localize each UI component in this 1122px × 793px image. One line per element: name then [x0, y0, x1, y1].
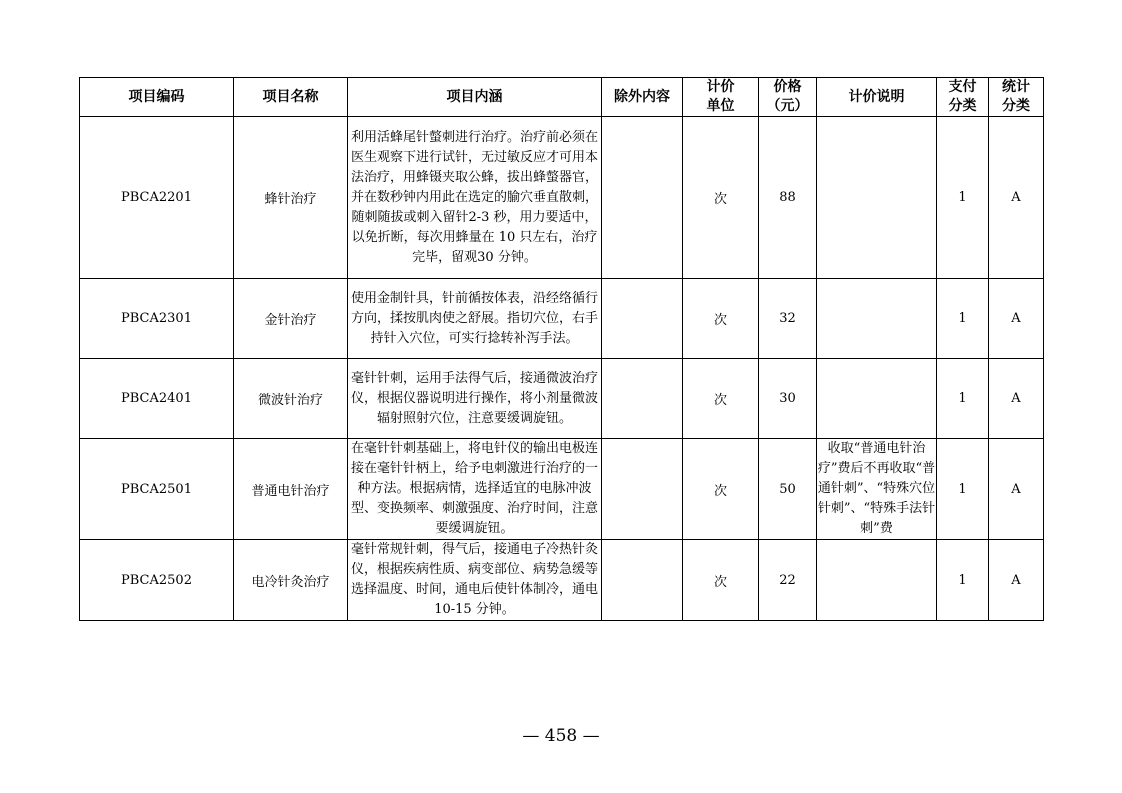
cell-price: 30 — [759, 359, 817, 439]
header-unit — [683, 78, 759, 117]
table-row — [80, 117, 1044, 279]
header-name: 项目名称 — [234, 78, 348, 117]
cell-statistic: A — [989, 439, 1044, 540]
cell-note — [817, 359, 937, 439]
cell-name: 普通电针治疗 — [234, 439, 348, 540]
cell-content: 在毫针针刺基础上，将电针仪的输出电极连接在毫针针柄上，给予电刺激进行治疗的一种方法。根据病情，选择适宜的电脉冲波型、变换频率、刺激强度、治疗时间，注意要缓调旋钮。 — [348, 439, 602, 540]
table-row — [80, 439, 1044, 540]
cell-name: 微波针治疗 — [234, 359, 348, 439]
fee-table — [79, 77, 1044, 621]
cell-code: PBCA2401 — [80, 359, 234, 439]
cell-statistic: A — [989, 359, 1044, 439]
cell-price: 22 — [759, 540, 817, 621]
cell-note: 收取“普通电针治疗”费后不再收取“普通针刺”、“特殊穴位针刺”、“特殊手法针刺”费 — [817, 439, 937, 540]
header-statistic-line1: 统计 — [1002, 79, 1030, 95]
cell-exclusions — [602, 117, 683, 279]
header-payment-line1: 支付 — [948, 79, 977, 95]
header-price-line2: （元） — [766, 98, 809, 114]
cell-payment: 1 — [937, 279, 989, 359]
cell-content: 使用金制针具，针前循按体表，沿经络循行方向，揉按肌肉使之舒展。指切穴位，右手持针入穴位，可实行捻转补泻手法。 — [348, 279, 602, 359]
cell-exclusions — [602, 359, 683, 439]
table-row — [80, 279, 1044, 359]
header-price-line1: 价格 — [773, 79, 802, 95]
cell-unit: 次 — [683, 439, 759, 540]
cell-code: PBCA2201 — [80, 117, 234, 279]
cell-code: PBCA2502 — [80, 540, 234, 621]
cell-exclusions — [602, 279, 683, 359]
header-note: 计价说明 — [817, 78, 937, 117]
cell-unit: 次 — [683, 359, 759, 439]
cell-note — [817, 279, 937, 359]
header-unit-line1: 计价 — [706, 79, 735, 95]
header-unit-line2: 单位 — [706, 98, 735, 114]
cell-name: 电冷针灸治疗 — [234, 540, 348, 621]
header-statistic-line2: 分类 — [1002, 98, 1030, 114]
cell-payment: 1 — [937, 117, 989, 279]
cell-statistic: A — [989, 540, 1044, 621]
cell-content: 利用活蜂尾针螫刺进行治疗。治疗前必须在医生观察下进行试针，无过敏反应才可用本法治疗，用蜂镊夹取公蜂，拔出蜂螫器官，并在数秒钟内用此在选定的腧穴垂直散刺，随刺随拔或刺入留针2-3 秒，用力要适中，以免折断，每次用蜂量在 10 只左右，治疗完毕，留观30 分钟。 — [348, 117, 602, 279]
cell-code: PBCA2301 — [80, 279, 234, 359]
header-exclusions: 除外内容 — [602, 78, 683, 117]
cell-payment: 1 — [937, 359, 989, 439]
cell-content: 毫针针刺，运用手法得气后，接通微波治疗仪，根据仪器说明进行操作，将小剂量微波辐射照射穴位，注意要缓调旋钮。 — [348, 359, 602, 439]
cell-price: 88 — [759, 117, 817, 279]
cell-statistic: A — [989, 279, 1044, 359]
cell-price: 32 — [759, 279, 817, 359]
table-row — [80, 359, 1044, 439]
cell-exclusions — [602, 439, 683, 540]
cell-unit: 次 — [683, 117, 759, 279]
header-price — [759, 78, 817, 117]
cell-note — [817, 117, 937, 279]
cell-payment: 1 — [937, 540, 989, 621]
table-row — [80, 540, 1044, 621]
cell-price: 50 — [759, 439, 817, 540]
cell-statistic: A — [989, 117, 1044, 279]
cell-unit: 次 — [683, 279, 759, 359]
cell-content: 毫针常规针刺，得气后，接通电子冷热针灸仪，根据疾病性质、病变部位、病势急缓等选择温度、时间，通电后使针体制冷，通电 10-15 分钟。 — [348, 540, 602, 621]
header-code: 项目编码 — [80, 78, 234, 117]
header-statistic — [989, 78, 1044, 117]
cell-code: PBCA2501 — [80, 439, 234, 540]
cell-payment: 1 — [937, 439, 989, 540]
header-content: 项目内涵 — [348, 78, 602, 117]
cell-name: 金针治疗 — [234, 279, 348, 359]
cell-exclusions — [602, 540, 683, 621]
header-payment-line2: 分类 — [948, 98, 977, 114]
cell-note — [817, 540, 937, 621]
page-number: — 458 — — [522, 726, 600, 746]
cell-name: 蜂针治疗 — [234, 117, 348, 279]
cell-unit: 次 — [683, 540, 759, 621]
header-payment — [937, 78, 989, 117]
header-row — [80, 78, 1044, 117]
